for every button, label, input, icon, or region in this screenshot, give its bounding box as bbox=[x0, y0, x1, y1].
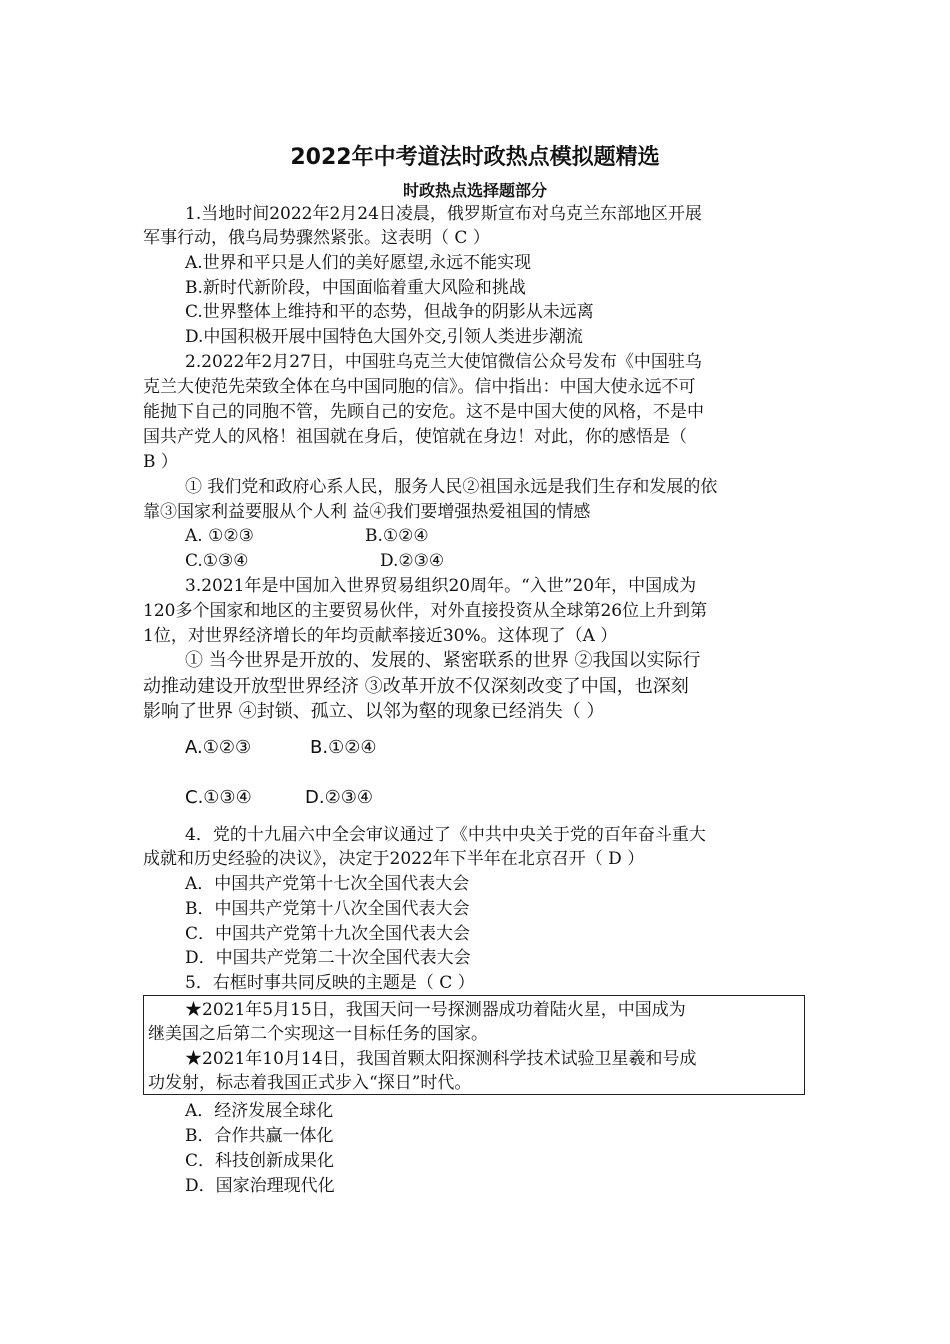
q5-option-c: C．科技创新成果化 bbox=[185, 1151, 335, 1171]
q5-news-item: ★2021年5月15日，我国天问一号探测器成功着陆火星，中国成为 bbox=[185, 1000, 686, 1020]
q4-option-d: D．中国共产党第二十次全国代表大会 bbox=[185, 948, 471, 968]
q3-statements-line: ① 当今世界是开放的、发展的、紧密联系的世界 ②我国以实际行 bbox=[185, 650, 701, 671]
q3-stem-line: 3.2021年是中国加入世界贸易组织20周年。“入世”20年，中国成为 bbox=[185, 576, 697, 596]
q2-option-c: C.①③④ bbox=[185, 551, 249, 571]
q3-options-row bbox=[143, 736, 855, 760]
q5-news-item: ★2021年10月14日，我国首颗太阳探测科学技术试验卫星羲和号成 bbox=[185, 1049, 697, 1069]
q3-option-b: B.①②④ bbox=[310, 737, 377, 758]
q3-option-d: D.②③④ bbox=[305, 787, 373, 808]
q2-options-row bbox=[143, 549, 855, 573]
q3-stem-line: 1位，对世界经济增长的年均贡献率接近30%。这体现了（A ） bbox=[143, 626, 618, 646]
q2-option-a: A. ①②③ bbox=[185, 526, 254, 546]
q3-statements-line: 动推动建设开放型世界经济 ③改革开放不仅深刻改变了中国，也深刻 bbox=[143, 676, 689, 697]
q2-stem-line: 2.2022年2月27日，中国驻乌克兰大使馆微信公众号发布《中国驻乌 bbox=[185, 352, 702, 372]
q3-statements-line: 影响了世界 ④封锁、孤立、以邻为壑的现象已经消失（ ） bbox=[143, 701, 605, 722]
q5-stem-line: 5．右框时事共同反映的主题是（ C ） bbox=[185, 973, 475, 993]
q1-stem-line: 军事行动，俄乌局势骤然紧张。这表明（ C ） bbox=[143, 228, 490, 248]
q1-option-a: A.世界和平只是人们的美好愿望,永远不能实现 bbox=[185, 253, 532, 273]
q5-option-b: B．合作共赢一体化 bbox=[185, 1126, 334, 1146]
q1-option-d: D.中国积极开展中国特色大国外交,引领人类进步潮流 bbox=[185, 327, 583, 347]
q2-answer-line: B ） bbox=[143, 452, 178, 472]
q5-news-item: 功发射，标志着我国正式步入“探日”时代。 bbox=[148, 1073, 472, 1093]
q2-stem-line: 能抛下自己的同胞不管，先顾自己的安危。这不是中国大使的风格，不是中 bbox=[143, 402, 704, 422]
q2-stem-line: 克兰大使范先荣致全体在乌中国同胞的信》。信中指出：中国大使永远不可 bbox=[143, 377, 696, 397]
page-title: 2022年中考道法时政热点模拟题精选 bbox=[290, 145, 660, 170]
q2-option-b: B.①②④ bbox=[365, 526, 429, 546]
q2-stem-line: 国共产党人的风格！祖国就在身后，使馆就在身边！对此，你的感悟是（ bbox=[143, 427, 687, 447]
q4-stem-line: 成就和历史经验的决议》，决定于2022年下半年在北京召开（ D ） bbox=[143, 849, 645, 869]
q3-stem-line: 120多个国家和地区的主要贸易伙伴，对外直接投资从全球第26位上升到第 bbox=[143, 601, 708, 621]
q1-option-b: B.新时代新阶段，中国面临着重大风险和挑战 bbox=[185, 278, 526, 298]
q5-news-item: 继美国之后第二个实现这一目标任务的国家。 bbox=[148, 1024, 488, 1044]
q3-options-row bbox=[143, 786, 855, 810]
q4-stem-line: 4．党的十九届六中全会审议通过了《中共中央关于党的百年奋斗重大 bbox=[185, 825, 706, 845]
section-subtitle: 时政热点选择题部分 bbox=[402, 181, 547, 200]
q1-option-c: C.世界整体上维持和平的态势，但战争的阴影从未远离 bbox=[185, 302, 594, 322]
q2-option-d: D.②③④ bbox=[380, 551, 445, 571]
q2-statements-line: 靠③国家利益要服从个人利 益④我们要增强热爱祖国的情感 bbox=[143, 502, 591, 522]
q3-option-c: C.①③④ bbox=[185, 787, 252, 808]
q5-option-d: D．国家治理现代化 bbox=[185, 1176, 335, 1196]
q4-option-b: B．中国共产党第十八次全国代表大会 bbox=[185, 899, 470, 919]
q1-stem-line: 1.当地时间2022年2月24日凌晨，俄罗斯宣布对乌克兰东部地区开展 bbox=[185, 204, 702, 224]
q2-options-row bbox=[143, 524, 855, 548]
q2-statements-line: ① 我们党和政府心系人民，服务人民②祖国永远是我们生存和发展的依 bbox=[185, 477, 718, 497]
q4-option-a: A．中国共产党第十七次全国代表大会 bbox=[185, 874, 470, 894]
q3-option-a: A.①②③ bbox=[185, 737, 252, 758]
q4-option-c: C．中国共产党第十九次全国代表大会 bbox=[185, 924, 471, 944]
q5-option-a: A．经济发展全球化 bbox=[185, 1101, 334, 1121]
